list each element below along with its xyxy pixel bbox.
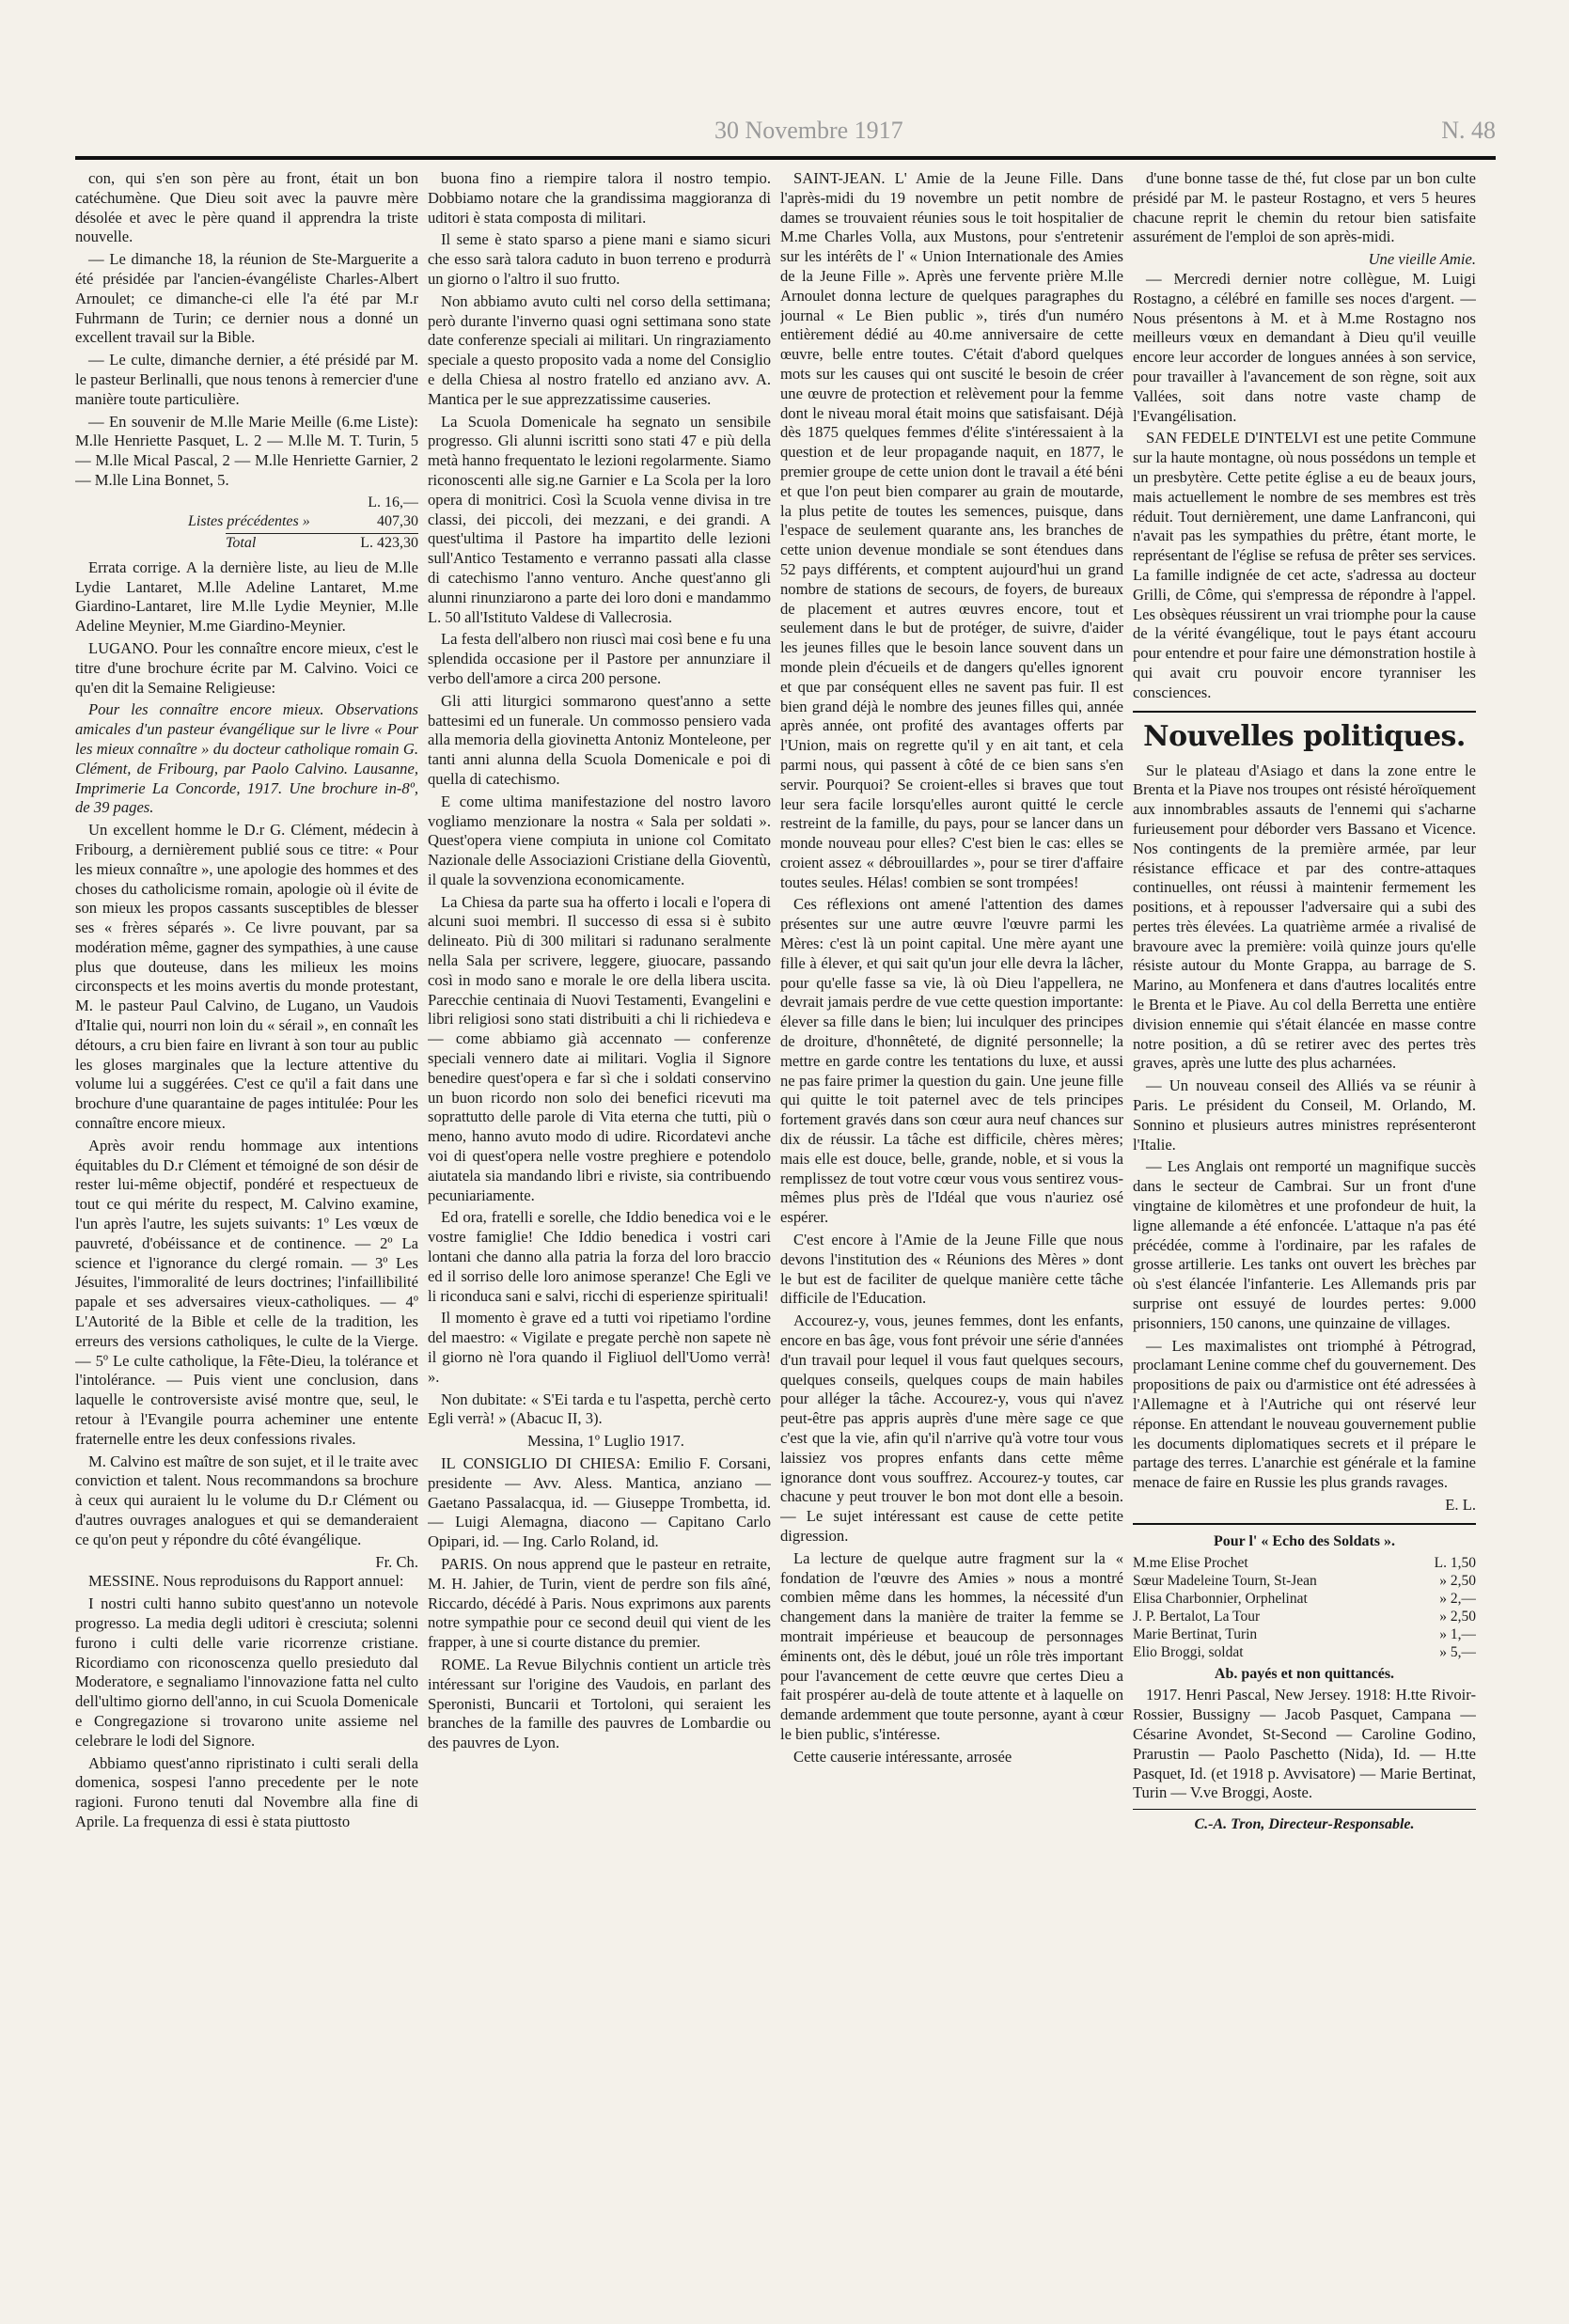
paragraph: 1917. Henri Pascal, New Jersey. 1918: H.tte Rivoir-Rossier, Bussigny — Jacob Pasquet, Campana — Césarine Avondet, St-Second — Caroline Godino, Prarustin — Paolo Paschetto (Nida), Id. — H.tte Pasquet, Id. (et 1918 p. Avvisatore) — Marie Bertinat, Turin — V.ve Broggi, Aoste.	[1133, 1686, 1476, 1802]
paragraph: M. Calvino est maître de son sujet, et il le traite avec conviction et talent. Nous recommandons sa brochure à ceux qui auraient lu le volume du D.r Clément ou d'autres ouvrages analogues et qui se demanderaient ce qu'on peut y répondre du côté évangélique.	[75, 1452, 418, 1548]
amount: L. 16,—	[368, 494, 418, 510]
signature: Fr. Ch.	[375, 1552, 418, 1571]
paragraph: — Un nouveau conseil des Alliés va se réunir à Paris. Le président du Conseil, M. Orlando, M. Sonnino et plusieurs autres ministres représenteront l'Italie.	[1133, 1076, 1476, 1154]
paragraph: ROME. La Revue Bilychnis contient un article très intéressant sur l'origine des Vaudois, en parlant des Speronisti, Buncarii et Tortoloni, qui seraient les branches de la famille des pauvres de Lombardie ou des pauvres de Lyon.	[428, 1655, 771, 1752]
column-2	[428, 169, 771, 2280]
manager-signature: C.-A. Tron, Directeur-Responsable.	[1194, 1816, 1415, 1833]
paragraph: Pour les connaître encore mieux. Observations amicales d'un pasteur évangélique sur le livre « Pour les mieux connaître » du docteur catholique romain G. Clément, de Fribourg, par Paolo Calvino. Lausanne, Imprimerie La Concorde, 1917. Une brochure in-8º, de 39 pages.	[75, 700, 418, 817]
paragraph: La Chiesa da parte sua ha offerto i locali e l'opera di alcuni suoi membri. Il successo di essa si è subito delineato. Più di 300 militari si radunano seralmente nella Sala per scrivere, leggere, giuocare, passando così in modo sano e morale le ore della libera uscita. Parecchie centinaia di Nuovi Testamenti, Evangelini e libri religiosi sono stati distribuiti a chi li richiedeva e — come abbiamo già accennato — conferenze speciali vennero date ai militari. Voglia il Signore benedire quest'opera e far sì che i soldati conservino un buon ricordo non solo dei benefici ricevuti ma soprattutto delle parole di Vita eterna che tutti, più o meno, hanno avuto modo di udire. Ricordatevi anche voi di quest'opera nelle vostre preghiere e potendolo aiutatela sia mandando libri e riviste, sia contribuendo pecuniariamente.	[428, 892, 771, 1204]
list-item	[1133, 1608, 1476, 1625]
section-divider	[1133, 711, 1476, 713]
total-label: Total	[226, 534, 257, 551]
donation-amount: » 2,—	[1439, 1590, 1476, 1607]
paragraph: C'est encore à l'Amie de la Jeune Fille que nous devons l'institution des « Réunions des Mères » dont le but est de faciliter de quelque manière cette tâche difficile de l'Education.	[780, 1231, 1123, 1308]
donation-amount: » 1,—	[1439, 1625, 1476, 1642]
section-divider	[1133, 1809, 1476, 1810]
donation-amount: » 2,50	[1439, 1608, 1476, 1625]
paragraph: Sur le plateau d'Asiago et dans la zone entre le Brenta et la Piave nos troupes ont résisté héroïquement aux innombrables assauts de l'ennemi qui s'acharne furieusement pour déborder vers Bassano et Vicence. Nos contingents de la première armée, par leur résistance efficace et par des contre-attaques continuelles, ont réussi à maintenir fermement les positions, et à repousser l'adversaire qui a subi des pertes très élevées. La quatrième armée a rivalisé de bravoure avec la première: voilà quinze jours qu'elle résiste autour du Monte Grappa, au barrage de S. Marino, au Monfenera et dans d'autres localités entre le Brenta et le Piave. Au col della Berretta une entière division ennemie qui s'était élancée en masse contre notre position, a dû se retirer avec des pertes très graves, après une lutte des plus acharnées.	[1133, 761, 1476, 1073]
header-date: 30 Novembre 1917	[714, 117, 903, 144]
paragraph: — Les maximalistes ont triomphé à Pétrograd, proclamant Lenine comme chef du gouvernement. Des propositions de paix ou d'armistice ont été adressées à l'Allemagne et à l'Autriche qui ont réservé leur réponse. En attendant le nouveau gouvernement publie les documents diplomatiques secrets et il prépare le partage des terres. L'anarchie est générale et la famine menace de faire en Russie les plus grands ravages.	[1133, 1336, 1476, 1492]
header-page-number: N. 48	[1441, 117, 1496, 144]
paragraph: SAN FEDELE D'INTELVI est une petite Commune sur la haute montagne, où nous possédons un temple et un presbytère. Cette petite église a eu de beaux jours, mais actuellement le nombre de ses membres est très réduit. Tout dernièrement, une dame Lanfranconi, qui n'avait pas les sympathies du prêtre, étant morte, le représentant de l'église se refusa de prêter ses services. La famille indignée de cet acte, s'adressa au docteur Grilli, de Côme, qui s'empressa de répondre à l'appel. Les obsèques réussirent un vrai triomphe pour la cause de la vérité évangélique, tout le pays étant accouru pour entendre et pour faire une démonstration hostile à qui avait cru pouvoir encore tyranniser les consciences.	[1133, 429, 1476, 701]
page-header	[75, 111, 1496, 160]
column-3	[780, 169, 1123, 2280]
donor-name: Sœur Madeleine Tourn, St-Jean	[1133, 1572, 1317, 1589]
paragraph: La lecture de quelque autre fragment sur la « fondation de l'œuvre des Amies » nous a montré combien même dans les hommes, la nécessité d'un changement dans la manière de traiter la femme se montrait impérieuse et beaucoup de personnages éminents ont, dès le début, joué un rôle très important pour l'avancement de cette œuvre que certes Dieu a fait prospérer au-delà de toute attente et à laquelle on demande ardemment que toute personne, ayant à cœur le bien public, s'intéresse.	[780, 1548, 1123, 1743]
paragraph: IL CONSIGLIO DI CHIESA: Emilio F. Corsani, presidente — Avv. Aless. Mantica, anziano — Gaetano Passalacqua, id. — Giuseppe Trombetta, id. — Luigi Alemagna, diacono — Capitano Carlo Opipari, id. — Ing. Carlo Roland, id.	[428, 1454, 771, 1551]
paragraph: — Mercredi dernier notre collègue, M. Luigi Rostagno, a célébré en famille ses noces d'argent. — Nous présentons à M. et à M.me Rostagno nos meilleurs vœux en demandant à Dieu qu'il veuille encore leur accorder de longues années à son service, pour travailler à l'avancement de son règne, soit aux Vallées, soit dans notre vaste champ de l'Evangélisation.	[1133, 269, 1476, 425]
paragraph: Abbiamo quest'anno ripristinato i culti serali della domenica, sospesi l'anno precedente per le note ragioni. Furono tenuti dal Novembre alla fine di Aprile. La frequenza di essi è stata piuttosto	[75, 1753, 418, 1830]
previous-label: Listes précédentes »	[188, 512, 310, 529]
signature: E. L.	[1445, 1496, 1476, 1514]
paragraph: Ed ora, fratelli e sorelle, che Iddio benedica voi e le vostre famiglie! Che Iddio benedica i vostri cari lontani che danno alla patria la forza del loro braccio ed il sorriso delle loro animose speranze! Che Egli ve li riconduca sani e salvi, ricchi di esperienze spirituali!	[428, 1208, 771, 1305]
donation-amount: » 2,50	[1439, 1572, 1476, 1589]
paragraph: Un excellent homme le D.r G. Clément, médecin à Fribourg, a dernièrement publié sous ce titre: « Pour les mieux connaître », une apologie des hommes et des choses du catholicisme romain, apologie où il évite de son mieux les propos cassants susceptibles de blesser ses « frères séparés ». Ce livre pouvant, par sa modération même, gagner des sympathies, à une cause plus que douteuse, dans les milieux les moins circonspects et les moins avertis du monde protestant, M. le pasteur Paul Calvino, de Lugano, un Vaudois d'Italie qui, nourri non loin du « sérail », en connaît les détours, a cru bien faire en livrant à son tour au public les gloses marginales que la lecture attentive du volume lui a suggérées. C'est ce qu'il a fait dans une brochure d'une quarantaine de pages intitulée: Pour les connaître encore mieux.	[75, 821, 418, 1133]
paragraph: Cette causerie intéressante, arrosée	[793, 1747, 1012, 1766]
previous-amount: 407,30	[377, 512, 418, 529]
donations-list	[1133, 1554, 1476, 1661]
donor-name: Elio Broggi, soldat	[1133, 1643, 1244, 1660]
list-amount-row	[75, 494, 418, 512]
list-item	[1133, 1590, 1476, 1608]
list-total-row	[226, 533, 418, 553]
paragraph: — En souvenir de M.lle Marie Meille (6.me Liste): M.lle Henriette Pasquet, L. 2 — M.lle M. T. Turin, 5 — M.lle Mical Pascal, 2 — M.lle Henriette Garnier, 2 — M.lle Lina Bonnet, 5.	[75, 412, 418, 489]
paragraph: La Scuola Domenicale ha segnato un sensibile progresso. Gli alunni iscritti sono stati 47 e più della metà hanno frequentato le lezioni regolarmente. Siamo riconoscenti alle sig.ne Garnier e La Scola per la loro opera di monitrici. Così la Scuola venne divisa in tre classi, dei piccoli, dei mezzani, e dei grandi. A quest'ultima il Pastore ha impartito delle lezioni sull'Antico Testamento e verranno passati alla classe di catechismo l'anno venturo. Anche quest'anno gli alunni rinunziarono a parte dei loro doni e mandammo L. 50 all'Istituto Valdese di Vallecrosia.	[428, 412, 771, 626]
paragraph: Ces réflexions ont amené l'attention des dames présentes sur une autre œuvre l'œuvre parmi les Mères: c'est là un point capital. Une mère ayant une fille à élever, et qui sait qu'un jour elle devra la lâcher, pour qu'elle fasse sa vie, là où Dieu l'appellera, ne devrait jamais perdre de vue cette question importante: élever sa fille dans le bien; lui inculquer des principes de droiture, d'honnêteté, de dignité personnelle; la mettre en garde contre les tentations du luxe, et aussi ne pas faire primer la question du gain. Une jeune fille qui quitte le toit paternel avec de tels principes fortement gravés dans son cœur aura neuf chances sur dix de réussir. La tâche est difficile, chères mères; mais elle est douce, belle, grande, noble, et si vous la remplissez de tout votre cœur vous vous sentirez vous-mêmes plus près de l'Idéal que vous n'auriez osé espérer.	[780, 895, 1123, 1227]
paragraph: Après avoir rendu hommage aux intentions équitables du D.r Clément et témoigné de son désir de rester lui-même objectif, pondéré et respectueux de tout ce qui mérite du respect, M. Calvino examine, l'un après l'autre, les sujets suivants: 1º Les vœux de pauvreté, d'obéissance et de continence. — 2º La science et l'ignorance du clergé romain. — 3º Les Jésuites, l'immoralité de leurs doctrines; l'infaillibilité papale et ses adversaires vieux-catholiques. — 4º L'Autorité de la Bible et celle de la tradition, les erreurs des versions catholiques, le culte de la Vierge. — 5º Le culte catholique, la Fête-Dieu, la tolérance et l'intolérance. — Puis vient une conclusion, dans laquelle le controversiste avisé montre que, seul, le retour à l'Evangile pourra acheminer une entente fraternelle entre les deux confessions rivales.	[75, 1136, 418, 1448]
paragraph: PARIS. On nous apprend que le pasteur en retraite, M. H. Jahier, de Turin, vient de perdre son fils aîné, Riccardo, décédé à Paris. Nous exprimons aux parents notre sympathie pour ce second deuil qui vient de les frapper, à une si courte distance du premier.	[428, 1554, 771, 1652]
section-divider	[1133, 1523, 1476, 1525]
column-1	[75, 169, 418, 2280]
paragraph: Gli atti liturgici sommarono quest'anno a sette battesimi ed un funerale. Un commosso pensiero vada alla memoria della giovinetta Antoniz Monteleone, per tanti anni alunna della Scuola Domenicale e poi di quella di catechismo.	[428, 691, 771, 788]
paragraph: Il momento è grave ed a tutti voi ripetiamo l'ordine del maestro: « Vigilate e pregate perchè non sapete nè il giorno nè l'ora quando il Figliuol dell'Uomo verrà! ».	[428, 1309, 771, 1386]
paragraph: LUGANO. Pour les connaître encore mieux, c'est le titre d'une brochure écrite par M. Calvino. Voici ce qu'en dit la Semaine Religieuse:	[75, 638, 418, 697]
paragraph: — Le dimanche 18, la réunion de Ste-Marguerite a été présidée par l'ancien-évangéliste Charles-Albert Arnoulet; ce dimanche-ci elle l'a été par M.r Fuhrmann de Turin; ce dernier nous a donné un excellent travail sur la Bible.	[75, 250, 418, 347]
paragraph: Errata corrige. A la dernière liste, au lieu de M.lle Lydie Lantaret, M.lle Adeline Lantaret, M.me Giardino-Lantaret, lire M.lle Lydie Meynier, M.lle Adeline Meynier, M.me Giardino-Meynier.	[75, 557, 418, 636]
donor-name: Elisa Charbonnier, Orphelinat	[1133, 1590, 1308, 1607]
paragraph: con, qui s'en son père au front, était un bon catéchumène. Que Dieu soit avec la pauvre mère désolée et avec le père quand il apprendra la triste nouvelle.	[75, 169, 418, 246]
paragraph: Non dubitate: « S'Ei tarda e tu l'aspetta, perchè certo Egli verrà! » (Abacuc II, 3).	[428, 1390, 771, 1428]
paragraph: SAINT-JEAN. L' Amie de la Jeune Fille. Dans l'après-midi du 19 novembre un petit nombre de dames se trouvaient réunies sous le toit hospitalier de M.me Charles Volla, aux Mustons, pour s'entretenir sur les intérêts de l' « Union Internationale des Amies de la Jeune Fille ». Après une fervente prière M.lle Arnoulet donna lecture de quelques paragraphes du journal « Le Bien public », tirés d'un numéro entièrement dédié au 40.me anniversaire de cette œuvre, belle entre toutes. C'était d'abord quelques mots sur les causes qui ont suscité le besoin de créer une œuvre de protection et relèvement pour la femme dont le niveau moral était moins que satisfaisant. Déjà dès 1875 quelques femmes d'élite s'intéressaient à la question et de leur propagande naquit, en 1877, le premier groupe de cette union dont le travail a été béni et que l'on peut bien comparer au grain de moutarde, la plus petite de toutes les semences, puisque, dans l'espace de seulement quarante ans, les branches de cette union devenue mondiale se sont étendues dans 52 pays différents, et comptent aujourd'hui un grand nombre de stations de secours, de foyers, de bureaux de placement et autres œuvres encore, tout et seulement dans le but de protéger, de suivre, d'aider les jeunes filles que le besoin lance souvent dans un monde plein d'écueils et de dangers qu'elles ignorent et que par conséquent elles ne savent pas fuir. Il est bien grand déjà le nombre des jeunes filles qui, année après année, ont profité des avantages offerts par l'Union, mais on regrette qu'il y en ait tant, et cela parmi nous, qui passent à côté de ce bien sans s'en servir. Pourquoi? Se croient-elles si braves que tout leur sera facile lorsqu'elles auront quitté le cercle restreint de la famille, du pays, pour se lancer dans un monde nouveau pour elles? C'est bien le cas: elles se croient assez « débrouillardes », pour se tirer d'affaire toutes seules. Hélas! combien se sont trompées!	[780, 169, 1123, 891]
section-title: Nouvelles politiques.	[1143, 719, 1466, 753]
total-amount: L. 423,30	[360, 534, 418, 551]
column-4	[1133, 169, 1476, 2280]
paragraph: Accourez-y, vous, jeunes femmes, dont les enfants, encore en bas âge, vous font prévoir une série d'années d'un travail pour lequel il vous faut quelques secours, quelques conseils, quelques coups de main habiles pour alléger la tâche. Accourez-y, vous qui n'avez peut-être pas appris auprès d'une mère sage ce que c'est que la vie, afin qu'il n'arrive qu'à votre tour vous laissiez vos propres enfants dans cette même ignorance dont vous souffrez. Accourez-y toutes, car chacune y peut trouver le bon mot dont elle a besoin. — Le sujet intéressant est cause de cette petite digression.	[780, 1311, 1123, 1545]
paragraph: — Les Anglais ont remporté un magnifique succès dans le secteur de Cambrai. Sur un front d'une vingtaine de kilomètres et une profondeur de huit, la ligne allemande a été enfoncée. L'attaque n'a pas été précédée, comme à l'ordinaire, par les rafales de grosse artillerie. Les tanks ont ouvert les brèches par où s'est élancée l'infanterie. Les Allemands pris par surprise ont essuyé de lourdes pertes: 9.000 prisonniers, 150 canons, une quinzaine de villages.	[1133, 1157, 1476, 1332]
paragraph: I nostri culti hanno subito quest'anno un notevole progresso. La media degli uditori è cresciuta; solenni furono i culti delle varie ricorrenze cristiane. Ricordiamo con riconoscenza quello presieduto dal Moderatore, e segnaliamo l'innovazione fatta nel culto dell'ultimo giorno dell'anno, in cui Scuola Domenicale e Congregazione si trovarono unite assieme nel celebrare le lodi del Signore.	[75, 1594, 418, 1750]
signature: Une vieille Amie.	[1368, 250, 1476, 269]
list-previous-row	[75, 512, 418, 531]
donation-amount: L. 1,50	[1434, 1554, 1476, 1571]
paragraph: — Le culte, dimanche dernier, a été présidé par M. le pasteur Berlinalli, que nous tenons à remercier d'une manière toute particulière.	[75, 351, 418, 408]
donation-amount: » 5,—	[1439, 1643, 1476, 1660]
donor-name: M.me Elise Prochet	[1133, 1554, 1248, 1571]
paragraph: buona fino a riempire talora il nostro tempio. Dobbiamo notare che la grandissima maggioranza di uditori è stata composta di militari.	[428, 169, 771, 227]
donor-name: J. P. Bertalot, La Tour	[1133, 1608, 1261, 1625]
donations-title: Pour l' « Echo des Soldats ».	[1213, 1532, 1396, 1549]
donor-name: Marie Bertinat, Turin	[1133, 1625, 1258, 1642]
paragraph: E come ultima manifestazione del nostro lavoro vogliamo menzionare la nostra « Sala per soldati ». Quest'opera viene compiuta in unione col Comitato Nazionale delle Associazioni Cristiane della Gioventù, il quale la sovvenziona economicamente.	[428, 792, 771, 888]
paragraph: Non abbiamo avuto culti nel corso della settimana; però durante l'inverno quasi ogni settimana sono state date conferenze speciali ai militari. Un ringraziamento speciale a questo proposito vada a nome del Consiglio e della Chiesa al nostro fratello ed anziano avv. A. Mantica per le sue apprezzatissime causeries.	[428, 291, 771, 408]
paid-subscriptions-title: Ab. payés et non quittancés.	[1214, 1665, 1395, 1682]
list-item	[1133, 1625, 1476, 1643]
paragraph: Il seme è stato sparso a piene mani e siamo sicuri che esso sarà talora caduto in buon terreno e produrrà un giorno o l'altro il suo frutto.	[428, 230, 771, 288]
paragraph: La festa dell'albero non riuscì mai così bene e fu una splendida occasione per il Pastore per annunziare il verbo dell'amore a circa 200 persone.	[428, 630, 771, 687]
paragraph: d'une bonne tasse de thé, fut close par un bon culte présidé par M. le pasteur Rostagno, et vers 5 heures chacune reprit le chemin du retour bien satisfaite assurément de l'emploi de son après-midi.	[1133, 169, 1476, 246]
dateline: Messina, 1º Luglio 1917.	[527, 1432, 684, 1451]
list-item	[1133, 1643, 1476, 1661]
list-item	[1133, 1554, 1476, 1572]
list-item	[1133, 1572, 1476, 1590]
paragraph: MESSINE. Nous reproduisons du Rapport annuel:	[88, 1572, 404, 1591]
